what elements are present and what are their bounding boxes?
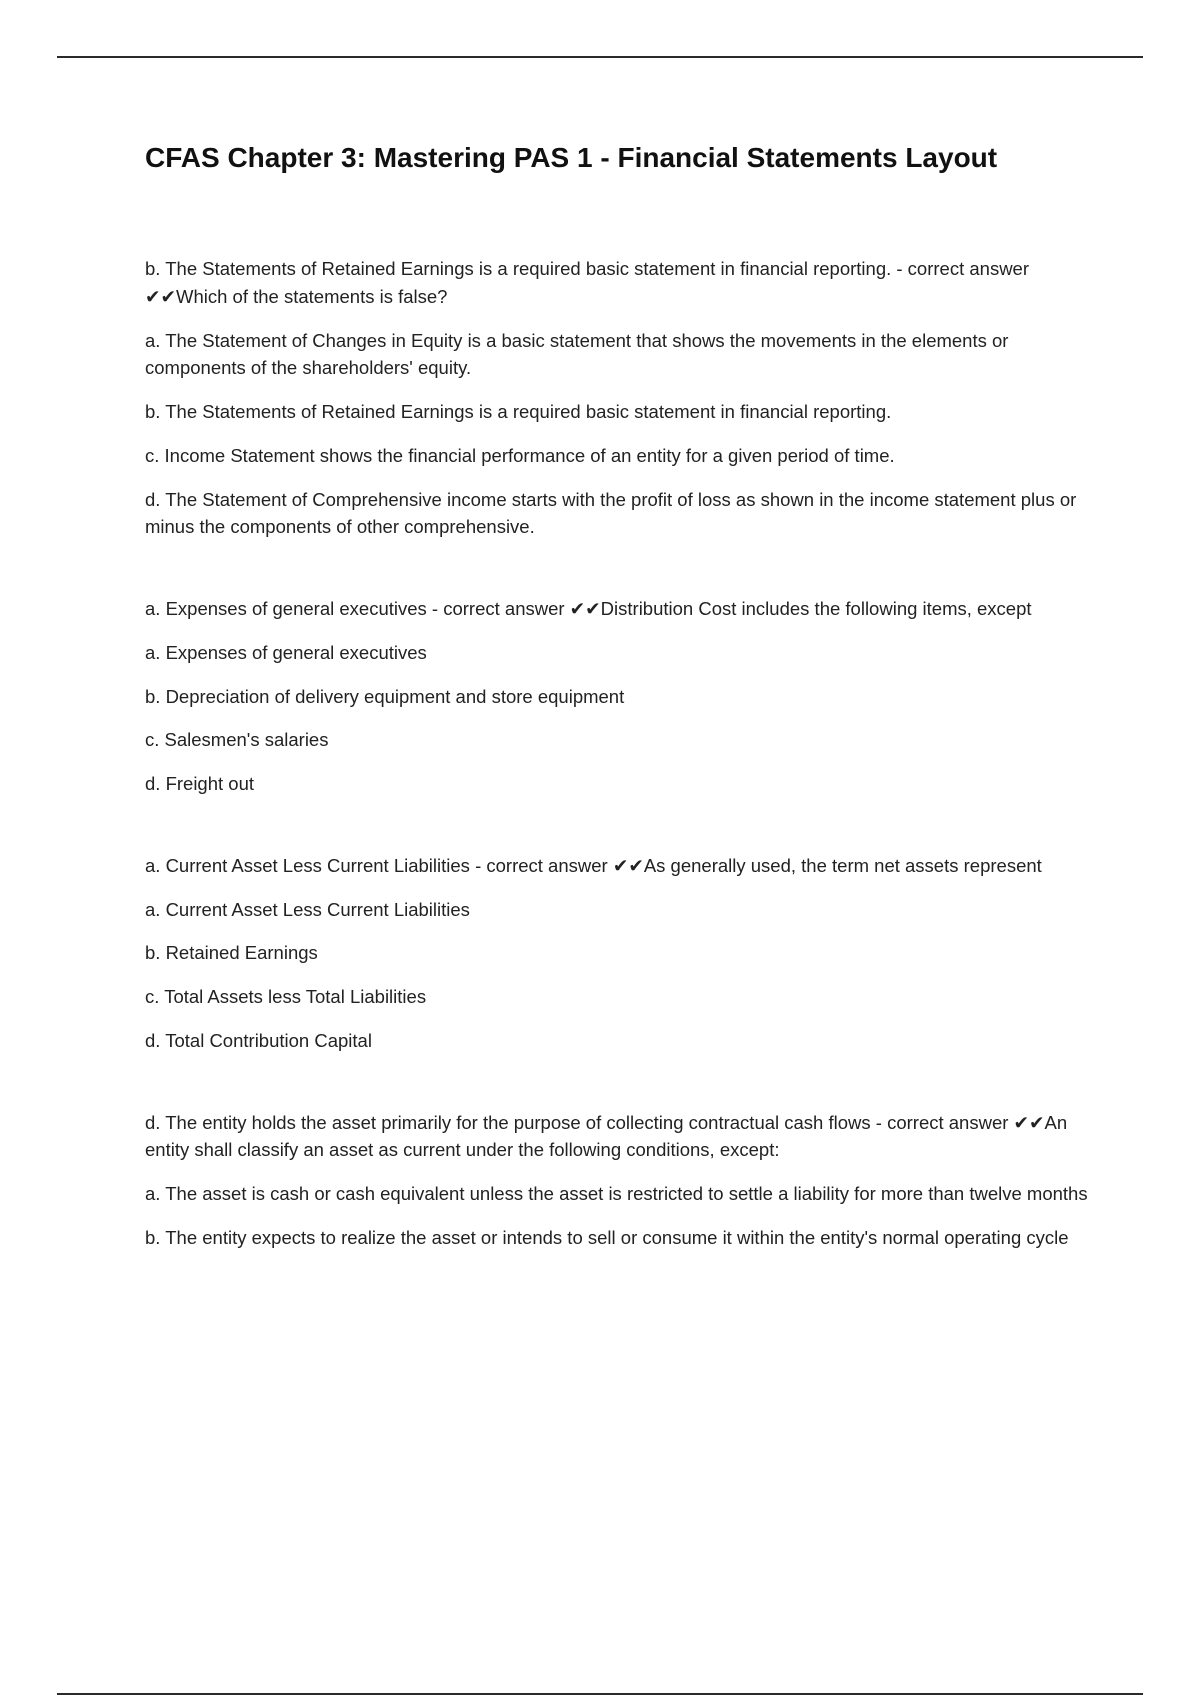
answer-option: b. Retained Earnings bbox=[145, 942, 318, 964]
question-prompt: a. Expenses of general executives - correct answer ✔✔Distribution Cost includes the following items, except bbox=[145, 598, 1032, 619]
answer-option: c. Income Statement shows the financial performance of an entity for a given period of time. bbox=[145, 444, 895, 466]
document-body bbox=[145, 140, 1095, 1306]
question-prompt: a. Current Asset Less Current Liabilities - correct answer ✔✔As generally used, the term net assets represent bbox=[145, 854, 1042, 876]
answer-option: a. The Statement of Changes in Equity is a basic statement that shows the movements in the elements or components of the shareholders' equity. bbox=[145, 329, 1009, 379]
question-prompt: d. The entity holds the asset primarily for the purpose of collecting contractual cash flows - correct answer ✔✔An entity shall classify an asset as current under the following conditions, except: bbox=[145, 1111, 1068, 1161]
answer-option: a. Current Asset Less Current Liabilities bbox=[145, 898, 470, 920]
answer-option: a. Expenses of general executives bbox=[145, 641, 427, 663]
answer-option: b. The Statements of Retained Earnings is a required basic statement in financial reporting. bbox=[145, 401, 892, 422]
answer-option: a. The asset is cash or cash equivalent unless the asset is restricted to settle a liability for more than twelve months bbox=[145, 1183, 1088, 1204]
header-rule bbox=[57, 56, 1143, 58]
answer-option: d. Total Contribution Capital bbox=[145, 1029, 372, 1051]
footer-rule bbox=[57, 1693, 1143, 1695]
question-prompt: b. The Statements of Retained Earnings is a required basic statement in financial reporting. - correct answer ✔✔Which of the statements is false? bbox=[145, 258, 1029, 307]
answer-option: b. The entity expects to realize the asset or intends to sell or consume it within the entity's normal operating cycle bbox=[145, 1226, 1069, 1248]
answer-option: b. Depreciation of delivery equipment and store equipment bbox=[145, 685, 625, 707]
answer-option: d. The Statement of Comprehensive income starts with the profit of loss as shown in the income statement plus or minus the components of other comprehensive. bbox=[145, 488, 1077, 538]
answer-option: c. Salesmen's salaries bbox=[145, 729, 329, 751]
document-title: CFAS Chapter 3: Mastering PAS 1 - Financial Statements Layout bbox=[145, 142, 998, 173]
answer-option: c. Total Assets less Total Liabilities bbox=[145, 986, 427, 1007]
question-block-4 bbox=[145, 1109, 1095, 1252]
answer-option: d. Freight out bbox=[145, 773, 255, 794]
question-block-2 bbox=[145, 595, 1095, 798]
question-block-3 bbox=[145, 852, 1095, 1055]
question-block-1 bbox=[145, 255, 1095, 541]
